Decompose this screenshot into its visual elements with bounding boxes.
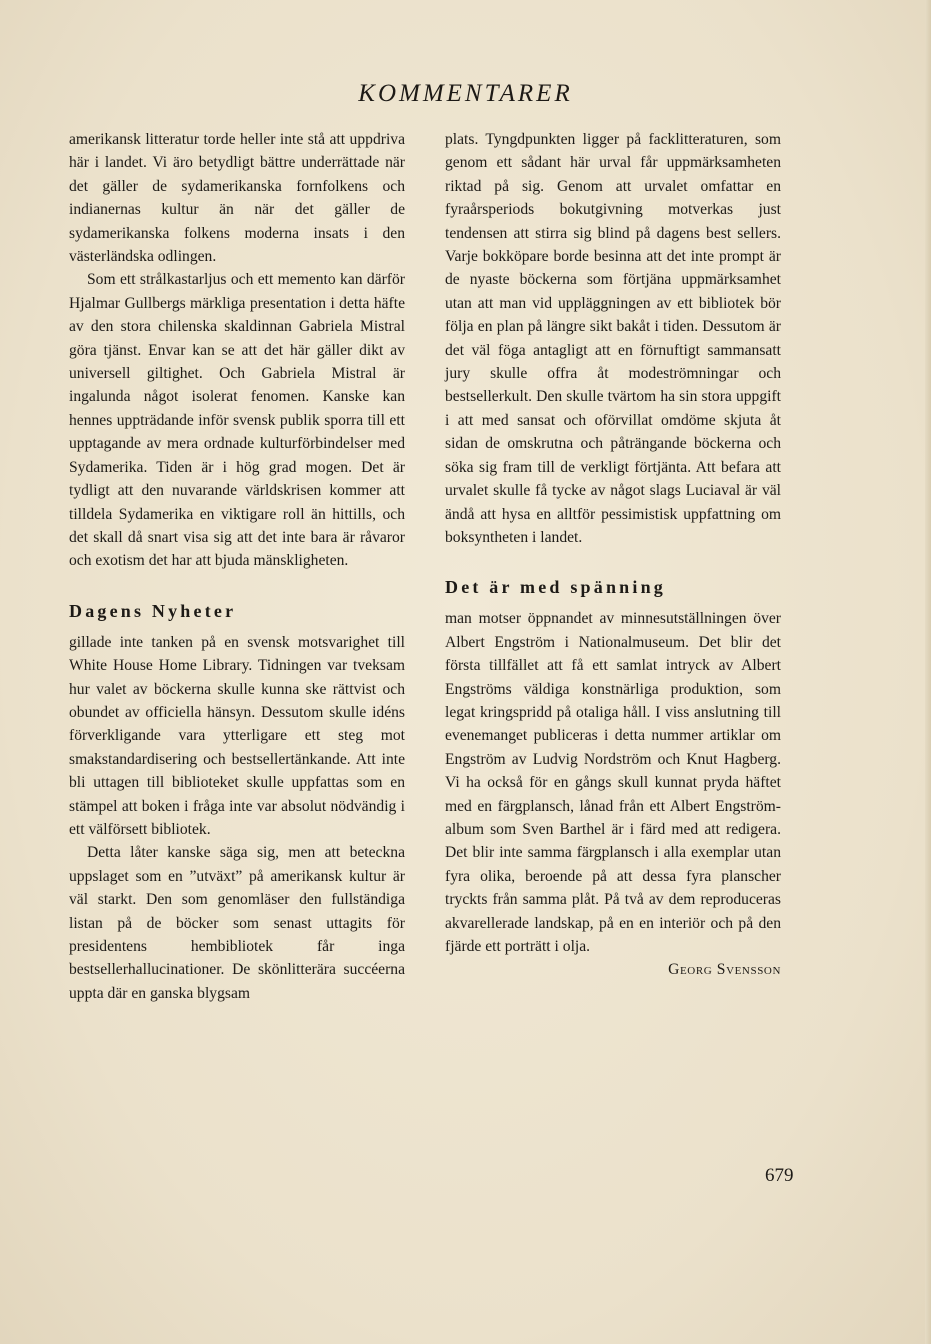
right-paragraph-1: plats. Tyngdpunkten ligger på facklitteraturen, som genom ett sådant här urval får uppmärksamheten riktad på sig. Genom att urvalet omfattar en fyraårsperiods bokutgivning motverkas just tendensen att stirra sig blind på dagens best sellers. Varje bokköpare borde besinna att det inte prompt är de nyaste böckerna som förtjäna uppmärksamhet utan att man vid uppläggningen av ett bibliotek bör följa en plan på längre sikt bakåt i tiden. Dessutom är det väl föga antagligt att en förnuftigt sammansatt jury skulle offra åt modeströmningar och bestsellerkult. Den skulle tvärtom ha sin stora uppgift i att med sansat och oförvillat omdöme skjuta åt sidan de omskrutna och påträngande böckerna och söka sig fram till de verkligt förtjänta. Att befara att urvalet skulle få tycke av något slags Luciaval är väl ändå att hysa en alltför pessimistisk uppfattning om boksyntheten i landet. <box>445 131 781 546</box>
section-heading-det-ar-med-spanning: Det är med spänning <box>445 577 666 598</box>
page-edge <box>925 0 931 1344</box>
section-heading-dagens-nyheter: Dagens Nyheter <box>69 600 237 621</box>
right-paragraph-2: man motser öppnandet av minnesutställningen över Albert Engström i Nationalmuseum. Det blir det första tillfället att få ett samlat intryck av Albert Engströms väldiga konstnärliga produktion, som legat kringspridd på otaliga håll. I viss anslutning till evenemanget publiceras i detta nummer artiklar om Engström av Ludvig Nordström och Knut Hagberg. Vi ha också för en gångs skull kunnat pryda häftet med en färgplansch, lånad från ett Albert Engström-album som Sven Barthel är i färd med att redigera. Det blir inte samma färgplansch i alla exemplar utan fyra olika, beroende på att dessa fyra planscher tryckts från samma plåt. På två av dem reproduceras akvarellerade landskap, på en en interiör och på den fjärde ett porträtt i olja. <box>445 610 781 955</box>
left-paragraph-1: amerikansk litteratur torde heller inte stå att uppdriva här i landet. Vi äro betydligt bättre underrättade när det gäller de sydamerikanska fornfolkens och indianernas kultur än när det gäller de sydamerikanska folkens moderna insats i den västerländska odlingen. <box>69 131 405 266</box>
running-head: KOMMENTARER <box>358 80 573 107</box>
right-column <box>445 128 781 982</box>
left-paragraph-4: Detta låter kanske säga sig, men att beteckna uppslaget som en ”utväxt” på amerikansk kultur är väl starkt. Den som genomläser den fullständiga listan på de böcker som senast uttagits för presidentens hembibliotek får inga bestsellerhallucinationer. De skönlitterära succéerna uppta där en ganska blygsam <box>69 844 405 1002</box>
page-number: 679 <box>765 1165 794 1186</box>
left-paragraph-3: gillade inte tanken på en svensk motsvarighet till White House Home Library. Tidningen var tveksam hur valet av böckerna skulle kunna ske rättvist och obundet av officiella hänsyn. Dessutom skulle idéns förverkligande vara ytterligare ett steg mot smakstandardisering och bestsellertänkande. Att inte bli uttagen till biblioteket skulle uppfattas som en stämpel att boken i fråga inte var absolut nödvändig i ett välförsett bibliotek. <box>69 633 405 838</box>
left-column <box>69 128 405 1005</box>
left-paragraph-2: Som ett strålkastarljus och ett memento kan därför Hjalmar Gullbergs märkliga presentation i detta häfte av den stora chilenska skaldinnan Gabriela Mistral göra tjänst. Envar kan se att det här gäller dikt av universell giltighet. Och Gabriela Mistral är ingalunda något isolerat fenomen. Kanske kan hennes uppträdande inför svensk publik sporra till ett upptagande av mera ordnade kulturförbindelser med Sydamerika. Tiden är i hög grad mogen. Det är tydligt att den nuvarande världskrisen kommer att tilldela Sydamerika en viktigare roll än hittills, och det skall då snart visa sig att det inte bara är råvaror och exotism det har att bjuda mänskligheten. <box>69 271 405 570</box>
author-signature: Georg Svensson <box>668 961 781 979</box>
